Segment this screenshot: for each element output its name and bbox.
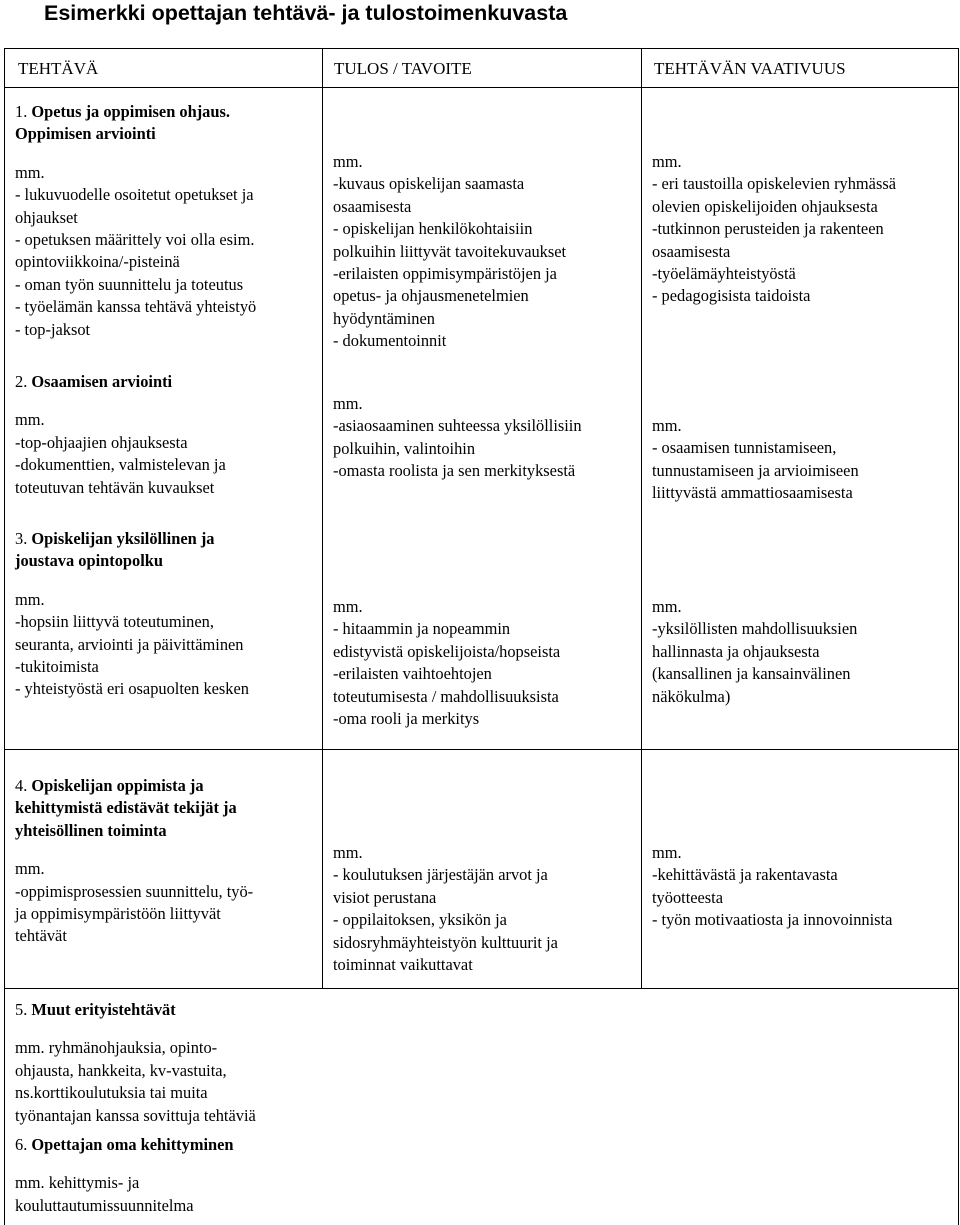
result-line: edistyvistä opiskelijoista/hopseista bbox=[333, 641, 561, 661]
task-line: - yhteistyöstä eri osapuolten kesken bbox=[15, 679, 249, 699]
demand-line: - eri taustoilla opiskelevien ryhmässä bbox=[652, 174, 896, 194]
header-row-divider bbox=[4, 87, 959, 88]
result-line: osaamisesta bbox=[333, 196, 412, 216]
result-line: - koulutuksen järjestäjän arvot ja bbox=[333, 865, 548, 885]
task-line: - opetuksen määrittely voi olla esim. bbox=[15, 230, 255, 250]
task-heading: Osaamisen arviointi bbox=[31, 372, 173, 391]
result-4 bbox=[333, 842, 558, 976]
task-heading: Opiskelijan oppimista ja bbox=[31, 776, 204, 795]
result-line: - oppilaitoksen, yksikön ja bbox=[333, 910, 507, 930]
demand-line: -tutkinnon perusteiden ja rakenteen bbox=[652, 219, 884, 239]
result-line: mm. bbox=[333, 152, 363, 171]
task-line: mm. bbox=[15, 859, 45, 879]
task-line: mm. kehittymis- ja bbox=[15, 1173, 140, 1193]
demand-line: työotteesta bbox=[652, 887, 724, 907]
demand-line: -yksilöllisten mahdollisuuksien bbox=[652, 619, 858, 639]
task-line: ja oppimisympäristöön liittyvät bbox=[15, 904, 221, 924]
task-2 bbox=[15, 371, 226, 499]
demand-line: tunnustamiseen ja arvioimiseen bbox=[652, 460, 859, 480]
task-line: seuranta, arviointi ja päivittäminen bbox=[15, 634, 244, 654]
demand-line: - työn motivaatiosta ja innovoinnista bbox=[652, 910, 893, 930]
result-line: opetus- ja ohjausmenetelmien bbox=[333, 286, 529, 306]
result-line: mm. bbox=[333, 843, 363, 862]
result-line: toiminnat vaikuttavat bbox=[333, 955, 473, 975]
demand-line: -työelämäyhteistyöstä bbox=[652, 264, 796, 284]
row-divider-3-4 bbox=[4, 749, 959, 750]
result-1 bbox=[333, 151, 566, 353]
result-line: hyödyntäminen bbox=[333, 308, 435, 328]
task-number: 6. bbox=[15, 1135, 28, 1154]
demand-4 bbox=[652, 842, 892, 932]
result-2 bbox=[333, 393, 582, 483]
task-line: mm. bbox=[15, 410, 45, 430]
task-line: - top-jaksot bbox=[15, 319, 91, 339]
result-line: -erilaisten vaihtoehtojen bbox=[333, 664, 492, 684]
task-number: 1. bbox=[15, 102, 28, 121]
demand-line: mm. bbox=[652, 152, 682, 171]
column-divider-1 bbox=[322, 48, 323, 988]
demand-line: hallinnasta ja ohjauksesta bbox=[652, 641, 820, 661]
task-number: 4. bbox=[15, 776, 28, 795]
task-line: mm. bbox=[15, 589, 45, 609]
demand-1 bbox=[652, 151, 896, 308]
demand-line: mm. bbox=[652, 416, 682, 435]
task-line: -top-ohjaajien ohjauksesta bbox=[15, 432, 188, 452]
task-3 bbox=[15, 528, 249, 701]
result-line: sidosryhmäyhteistyön kulttuurit ja bbox=[333, 932, 558, 952]
demand-line: (kansallinen ja kansainvälinen bbox=[652, 664, 851, 684]
task-line: -hopsiin liittyvä toteutuminen, bbox=[15, 612, 214, 632]
task-number: 5. bbox=[15, 1000, 28, 1019]
result-line: -erilaisten oppimisympäristöjen ja bbox=[333, 264, 557, 284]
result-line: mm. bbox=[333, 597, 363, 616]
result-line: - dokumentoinnit bbox=[333, 331, 447, 351]
task-heading: Opettajan oma kehittyminen bbox=[31, 1135, 234, 1154]
demand-3 bbox=[652, 596, 857, 708]
task-line: -dokumenttien, valmistelevan ja bbox=[15, 455, 226, 475]
demand-line: mm. bbox=[652, 597, 682, 616]
demand-line: näkökulma) bbox=[652, 686, 731, 706]
task-6 bbox=[15, 1134, 234, 1217]
task-line: - oman työn suunnittelu ja toteutus bbox=[15, 274, 244, 294]
task-line: ns.korttikoulutuksia tai muita bbox=[15, 1083, 208, 1103]
task-heading: kehittymistä edistävät tekijät ja bbox=[15, 798, 237, 818]
task-4 bbox=[15, 775, 253, 948]
task-line: - lukuvuodelle osoitetut opetukset ja bbox=[15, 185, 254, 205]
result-line: mm. bbox=[333, 394, 363, 413]
result-line: - hitaammin ja nopeammin bbox=[333, 619, 511, 639]
demand-line: liittyvästä ammattiosaamisesta bbox=[652, 483, 853, 503]
task-number: 2. bbox=[15, 372, 28, 391]
demand-line: osaamisesta bbox=[652, 241, 731, 261]
result-line: polkuihin liittyvät tavoitekuvaukset bbox=[333, 241, 567, 261]
task-5 bbox=[15, 999, 256, 1127]
demand-2 bbox=[652, 415, 859, 505]
task-line: ohjausta, hankkeita, kv-vastuita, bbox=[15, 1060, 227, 1080]
task-number: 3. bbox=[15, 529, 28, 548]
task-line: tehtävät bbox=[15, 926, 67, 946]
demand-line: - pedagogisista taidoista bbox=[652, 286, 811, 306]
row-divider-4-5 bbox=[4, 988, 959, 989]
column-header-task: TEHTÄVÄ bbox=[18, 59, 99, 78]
demand-line: -kehittävästä ja rakentavasta bbox=[652, 865, 838, 885]
result-line: -omasta roolista ja sen merkityksestä bbox=[333, 461, 576, 481]
task-line: työnantajan kanssa sovittuja tehtäviä bbox=[15, 1105, 256, 1125]
result-line: polkuihin, valintoihin bbox=[333, 438, 476, 458]
result-line: visiot perustana bbox=[333, 887, 437, 907]
task-line: mm. ryhmänohjauksia, opinto- bbox=[15, 1038, 218, 1058]
demand-line: - osaamisen tunnistamiseen, bbox=[652, 438, 837, 458]
column-divider-2 bbox=[641, 48, 642, 988]
column-header-result: TULOS / TAVOITE bbox=[334, 59, 472, 78]
task-heading: Muut erityistehtävät bbox=[31, 1000, 176, 1019]
task-line: kouluttautumissuunnitelma bbox=[15, 1195, 194, 1215]
task-line: mm. bbox=[15, 162, 45, 182]
task-line: ohjaukset bbox=[15, 207, 78, 227]
task-heading: yhteisöllinen toiminta bbox=[15, 820, 167, 840]
result-3 bbox=[333, 596, 560, 730]
result-line: -asiaosaaminen suhteessa yksilöllisiin bbox=[333, 416, 582, 436]
result-line: toteutumisesta / mahdollisuuksista bbox=[333, 686, 559, 706]
task-1 bbox=[15, 101, 256, 341]
task-line: -tukitoimista bbox=[15, 657, 99, 677]
document-title: Esimerkki opettajan tehtävä- ja tulostoimenkuvasta bbox=[44, 1, 568, 25]
result-line: - opiskelijan henkilökohtaisiin bbox=[333, 219, 533, 239]
result-line: -oma rooli ja merkitys bbox=[333, 709, 480, 729]
task-heading: Opiskelijan yksilöllinen ja bbox=[31, 529, 215, 548]
task-heading: Oppimisen arviointi bbox=[15, 124, 156, 144]
demand-line: mm. bbox=[652, 843, 682, 862]
result-line: -kuvaus opiskelijan saamasta bbox=[333, 174, 525, 194]
task-line: -oppimisprosessien suunnittelu, työ- bbox=[15, 881, 254, 901]
task-line: - työelämän kanssa tehtävä yhteistyö bbox=[15, 297, 257, 317]
task-heading: joustava opintopolku bbox=[15, 551, 164, 571]
task-line: toteutuvan tehtävän kuvaukset bbox=[15, 477, 215, 497]
demand-line: olevien opiskelijoiden ohjauksesta bbox=[652, 196, 878, 216]
column-header-demand: TEHTÄVÄN VAATIVUUS bbox=[654, 59, 846, 78]
task-heading: Opetus ja oppimisen ohjaus. bbox=[31, 102, 230, 121]
task-line: opintoviikkoina/-pisteinä bbox=[15, 252, 180, 272]
